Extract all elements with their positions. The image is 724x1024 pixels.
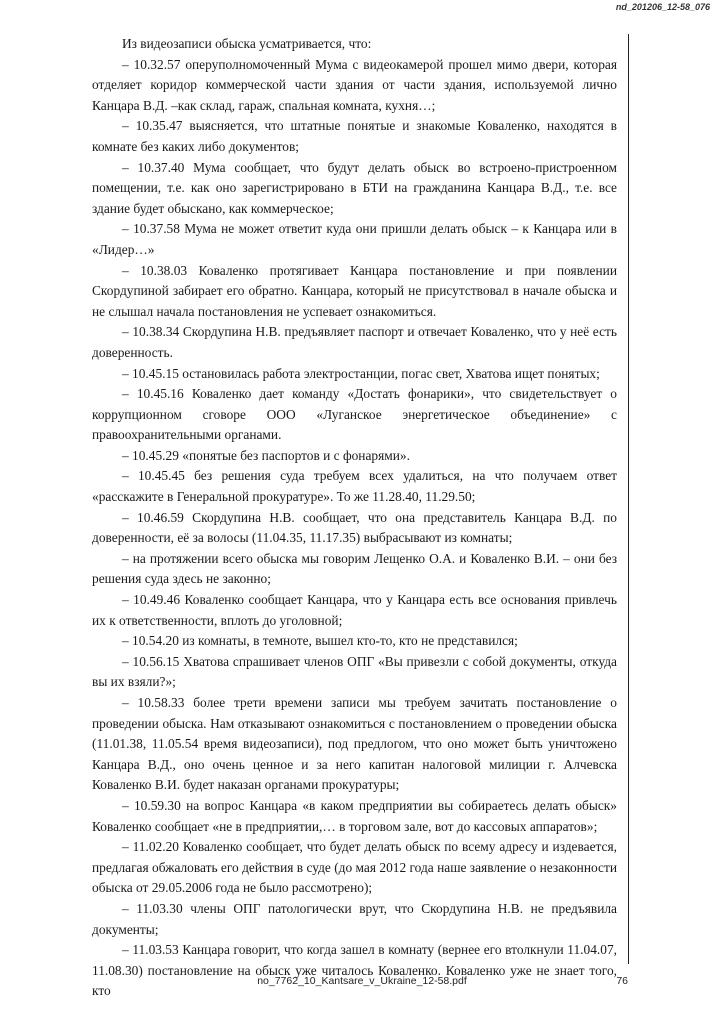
paragraph: – 10.56.15 Хватова спрашивает членов ОПГ «Вы привезли с собой документы, откуда вы их взяли?»;: [92, 653, 617, 690]
document-body: [92, 34, 617, 1002]
paragraph: – 10.38.03 Коваленко протягивает Канцара постановление и при появлении Скордупиной забирает его обратно. Канцара, который не присутствовал в начале обыска и не слышал начала постановления не успевает ознакомиться.: [92, 262, 617, 319]
paragraph: – 10.45.15 остановилась работа электростанции, погас свет, Хватова ищет понятых;: [122, 365, 600, 381]
paragraph: – 10.37.58 Мума не может ответит куда они пришли делать обыск – к Канцара или в «Лидер…»: [92, 221, 617, 257]
margin-line: [628, 34, 629, 964]
paragraph: – 10.59.30 на вопрос Канцара «в каком предприятии вы собираетесь делать обыск» Коваленко сообщает «не в предприятии,… в торговом зале, вот до кассовых аппаратов»;: [92, 797, 617, 834]
paragraph: – 10.45.29 «понятые без паспортов и с фонарями».: [122, 447, 410, 463]
paragraph: – 11.03.30 члены ОПГ патологически врут, что Скордупина Н.В. не предъявила документы;: [92, 900, 617, 937]
paragraph: – 10.32.57 оперуполномоченный Мума с видеокамерой прошел мимо двери, которая отделяет коридор коммерческой части здания от части здания, используемой лично Канцара В.Д. –как склад, гараж, спальная комната, кухня…;: [92, 56, 617, 113]
paragraph: – 10.45.16 Коваленко дает команду «Достать фонарики», что свидетельствует о коррупционном сговоре ООО «Луганское энергетическое объединение» с правоохранительными органами.: [92, 386, 617, 443]
paragraph: – 11.03.53 Канцара говорит, что когда зашел в комнату (вернее его втолкнули 11.04.07, 11.08.30) постановление на обыск уже читалось Коваленко. Коваленко уже не знает того, кто: [92, 942, 617, 999]
paragraph: – на протяжении всего обыска мы говорим Лещенко О.А. и Коваленко В.И. – они без решения суда здесь не законно;: [92, 550, 617, 587]
paragraph: – 10.58.33 более трети времени записи мы требуем зачитать постановление о проведении обыска. Нам отказывают ознакомиться с постановлением о проведении обыска (11.01.38, 11.05.54 время видеозаписи), под предлогом, что оно может быть уничтожено Канцара В.Д., оно очень ценное и за него капитан налоговой милиции г. Алчевска Коваленко В.И. будет наказан органами прокуратуры;: [92, 695, 617, 793]
paragraph: – 10.46.59 Скордупина Н.В. сообщает, что она представитель Канцара В.Д. по доверенности, её за волосы (11.04.35, 11.17.35) выбрасывают из комнаты;: [92, 509, 617, 546]
page-number: 76: [616, 975, 628, 987]
paragraph: – 10.45.45 без решения суда требуем всех удалиться, на что получаем ответ «расскажите в Генеральной прокуратуре». То же 11.28.40, 11.29.50;: [92, 468, 617, 505]
paragraph: Из видеозаписи обыска усматривается, что:: [122, 36, 372, 51]
page-footer: [0, 975, 724, 995]
paragraph: – 10.37.40 Мума сообщает, что будут делать обыск во встроено-пристроенном помещении, т.е. как оно зарегистрировано в БТИ на гражданина Канцара В.Д., т.е. все здание будет обыскано, как коммерческое;: [92, 159, 617, 216]
paragraph: – 11.02.20 Коваленко сообщает, что будет делать обыск по всему адресу и издевается, предлагая обжаловать его действия в суде (до мая 2012 года наше заявление о незаконности обыска от 29.05.2006 года не было рассмотрено);: [92, 839, 617, 896]
paragraph: – 10.54.20 из комнаты, в темноте, вышел кто-то, кто не представился;: [122, 633, 518, 649]
footer-filename: no_7762_10_Kantsare_v_Ukraine_12-58.pdf: [257, 975, 467, 987]
paragraph: – 10.35.47 выясняется, что штатные понятые и знакомые Коваленко, находятся в комнате без каких либо документов;: [92, 118, 617, 154]
paragraph: – 10.49.46 Коваленко сообщает Канцара, что у Канцара есть все основания привлечь их к ответственности, вплоть до уголовной;: [92, 592, 617, 628]
header-reference: nd_201206_12-58_076: [615, 2, 710, 12]
paragraph: – 10.38.34 Скордупина Н.В. предъявляет паспорт и отвечает Коваленко, что у неё есть доверенность.: [92, 324, 617, 360]
